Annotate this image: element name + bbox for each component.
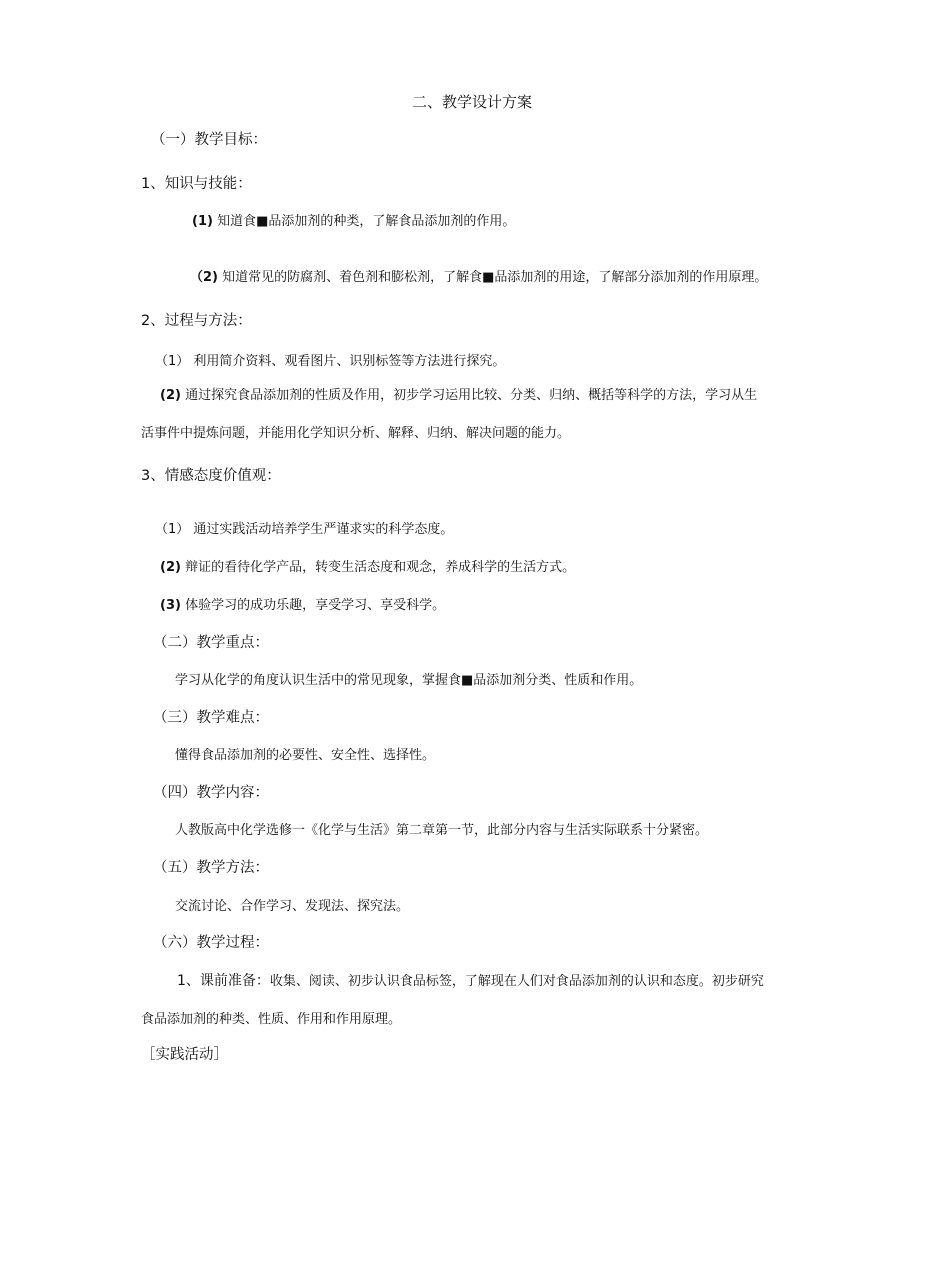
item-text: 通过探究食品添加剂的性质及作用，初步学习运用比较、分类、归纳、概括等科学的方法，学习从生 [185,388,758,403]
item-number: (3) [160,598,181,613]
item-text: 知道常见的防腐剂、着色剂和膨松剂，了解食■品添加剂的用途，了解部分添加剂的作用原理。 [222,270,768,285]
process-item-2 [160,389,757,402]
methods-text: 交流讨论、合作学习、发现法、探究法。 [175,899,410,914]
section-process-heading: （六）教学过程： [153,935,269,951]
item-text: 通过实践活动培养学生严谨求实的科学态度。 [193,522,454,537]
emotion-item-3 [160,599,445,612]
emotion-item-2 [160,561,575,574]
knowledge-item-1 [192,215,515,228]
item-text: 辩证的看待化学产品，转变生活态度和观念，养成科学的生活方式。 [185,560,576,575]
document-title: 二、教学设计方案 [412,93,533,111]
preparation-continued: 食品添加剂的种类、性质、作用和作用原理。 [141,1012,402,1027]
section-content-heading: （四）教学内容： [153,785,269,801]
item-number: （1） [155,522,190,537]
content-text: 人教版高中化学选修一《化学与生活》第二章第一节，此部分内容与生活实际联系十分紧密。 [175,823,709,838]
preparation-label: 1、课前准备： [177,973,270,989]
key-points-text: 学习从化学的角度认识生活中的常见现象，掌握食■品添加剂分类、性质和作用。 [175,673,643,688]
preparation-text: 收集、阅读、初步认识食品标签，了解现在人们对食品添加剂的认识和态度。初步研究 [269,974,764,989]
knowledge-item-2 [190,271,767,284]
section-objectives-heading: （一）教学目标： [151,132,267,148]
item-number: (2) [160,388,181,403]
section-key-points-heading: （二）教学重点： [153,635,269,651]
emotion-values-heading: 3、情感态度价值观： [141,468,281,484]
practice-activity-label: ［实践活动］ [141,1047,228,1063]
item-text: 利用简介资料、观看图片、识别标签等方法进行探究。 [193,354,506,369]
process-item-2-continued: 活事件中提炼问题，并能用化学知识分析、解释、归纳、解决问题的能力。 [141,426,571,441]
difficulties-text: 懂得食品添加剂的必要性、安全性、选择性。 [175,748,436,763]
section-methods-heading: （五）教学方法： [153,860,269,876]
item-number: （2) [190,270,218,285]
process-methods-heading: 2、过程与方法： [141,313,252,329]
emotion-item-1 [155,523,453,536]
preparation-line [177,974,764,988]
process-item-1 [155,355,505,368]
item-number: (1) [192,214,213,229]
item-number: (2) [160,560,181,575]
item-number: （1） [155,354,190,369]
item-text: 知道食■品添加剂的种类，了解食品添加剂的作用。 [217,214,516,229]
knowledge-skills-heading: 1、知识与技能： [141,176,252,192]
section-difficulties-heading: （三）教学难点： [153,710,269,726]
item-text: 体验学习的成功乐趣，享受学习、享受科学。 [185,598,446,613]
